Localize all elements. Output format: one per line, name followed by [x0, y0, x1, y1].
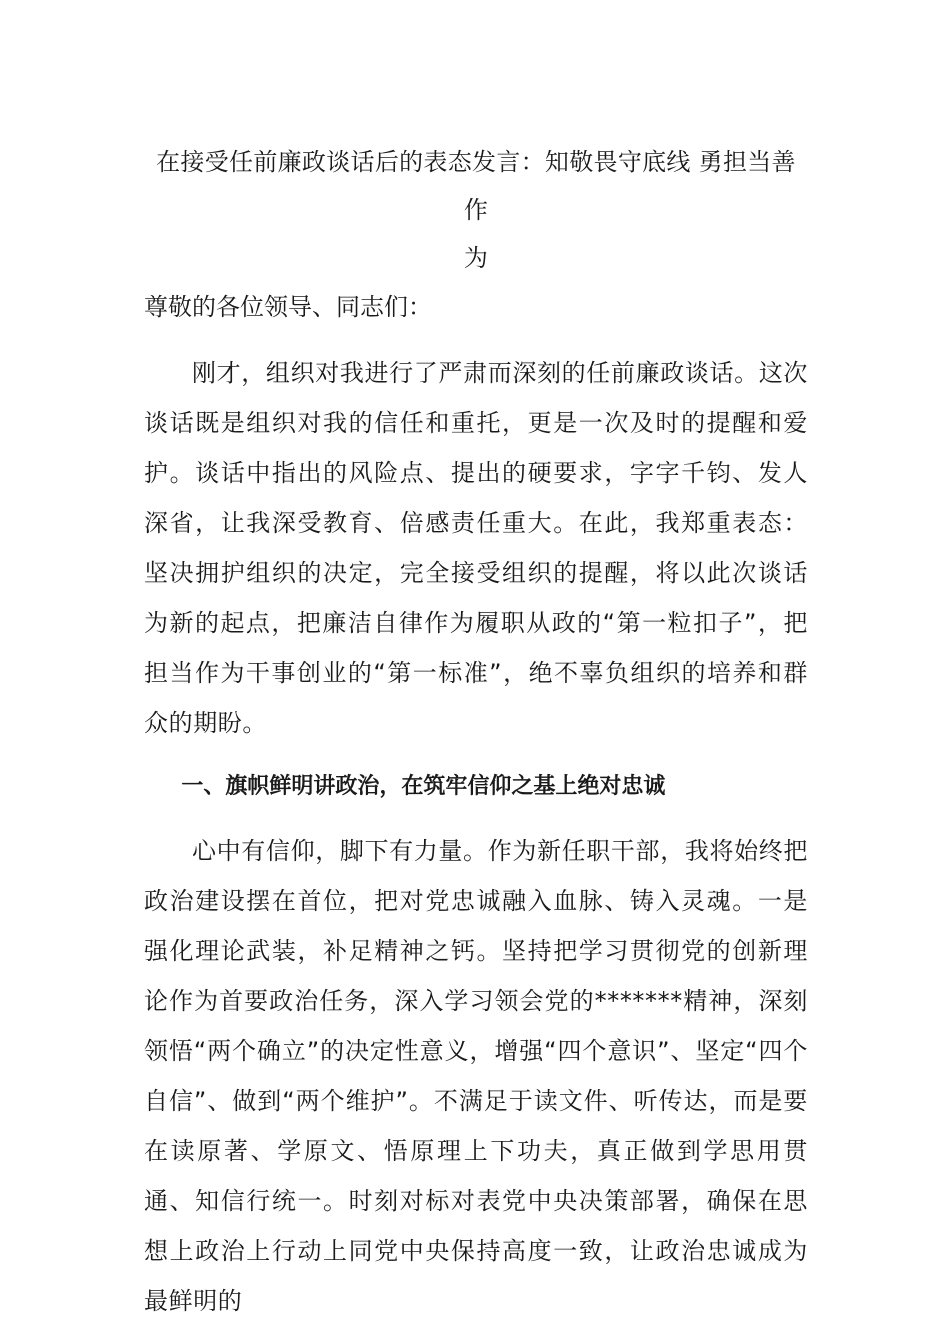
section-heading-1: 一、旗帜鲜明讲政治，在筑牢信仰之基上绝对忠诚: [181, 774, 666, 799]
document-page: [144, 138, 808, 1326]
salutation: 尊敬的各位领导、同志们：: [144, 293, 432, 321]
title-line-1: 在接受任前廉政谈话后的表态发言：知敬畏守底线 勇担当善作: [156, 148, 796, 224]
document-title: [144, 138, 808, 282]
intro-paragraph: 刚才，组织对我进行了严肃而深刻的任前廉政谈话。这次谈话既是组织对我的信任和重托，更是一次及时的提醒和爱护。谈话中指出的风险点、提出的硬要求，字字千钧、发人深省，让我深受教育、倍感责任重大。在此，我郑重表态：坚决拥护组织的决定，完全接受组织的提醒，将以此次谈话为新的起点，把廉洁自律作为履职从政的“第一粒扣子”，把担当作为干事创业的“第一标准”，绝不辜负组织的培养和群众的期盼。: [144, 359, 808, 737]
section-1-paragraph: 心中有信仰，脚下有力量。作为新任职干部，我将始终把政治建设摆在首位，把对党忠诚融入血脉、铸入灵魂。一是强化理论武装，补足精神之钙。坚持把学习贯彻党的创新理论作为首要政治任务，深入学习领会党的*******精神，深刻领悟“两个确立”的决定性意义，增强“四个意识”、坚定“四个自信”、做到“两个维护”。不满足于读文件、听传达，而是要在读原著、学原文、悟原理上下功夫，真正做到学思用贯通、知信行统一。时刻对标对表党中央决策部署，确保在思想上政治上行动上同党中央保持高度一致，让政治忠诚成为最鲜明的: [144, 837, 808, 1315]
title-line-2: 为: [463, 244, 489, 272]
